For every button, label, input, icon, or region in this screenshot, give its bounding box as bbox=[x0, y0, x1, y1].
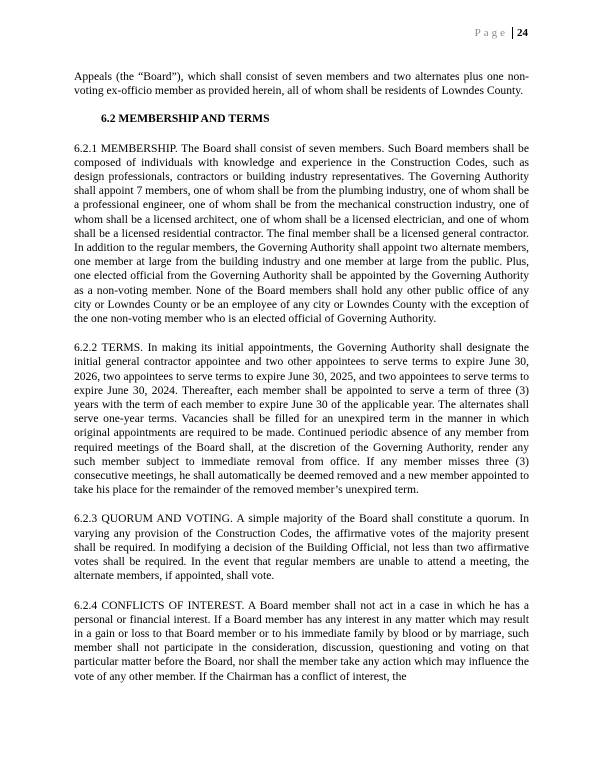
page-label: Page bbox=[474, 27, 508, 39]
paragraph-6-2-1: 6.2.1 MEMBERSHIP. The Board shall consist of seven members. Such Board members shall be composed of individuals with knowledge and experience in the Construction Codes, such as design professionals, contractors or building industry representatives. The Governing Authority shall appoint 7 members, one of whom shall be from the plumbing industry, one of whom shall be a professional engineer, one of whom shall be from the mechanical construction industry, one of whom shall be a licensed architect, one of whom shall be a licensed electrician, and one of whom shall be a licensed residential contractor. The final member shall be a licensed general contractor. In addition to the regular members, the Governing Authority shall appoint two alternate members, one member at large from the building industry and one member at large from the public. Plus, one elected official from the Governing Authority shall be appointed by the Governing Authority as a non-voting member. None of the Board members shall hold any other public office of any city or Lowndes County or be an employee of any city or Lowndes County with the exception of the one non-voting member who is an elected official of Governing Authority. bbox=[74, 141, 529, 326]
paragraph-6-2-3: 6.2.3 QUORUM AND VOTING. A simple majority of the Board shall constitute a quorum. In varying any provision of the Construction Codes, the affirmative votes of the majority present shall be required. In modifying a decision of the Building Official, not less than two affirmative votes shall be required. In the event that regular members are unable to attend a meeting, the alternate members, if appointed, shall vote. bbox=[74, 512, 529, 583]
header-divider bbox=[512, 27, 513, 39]
paragraph-6-2-2: 6.2.2 TERMS. In making its initial appointments, the Governing Authority shall designate the initial general contractor appointee and two other appointees to serve terms to expire June 30, 2026, two appointees to serve terms to expire June 30, 2025, and two appointees to serve terms to expire June 30, 2024. Thereafter, each member shall be appointed to serve a term of three (3) years with the term of each member to expire June 30 of the applicable year. The alternates shall serve one-year terms. Vacancies shall be filled for an unexpired term in the manner in which original appointments are required to be made. Continued periodic absence of any member from required meetings of the Board shall, at the discretion of the Governing Authority, render any such member subject to immediate removal from office. If any member misses three (3) consecutive meetings, he shall automatically be deemed removed and a new member appointed to take his place for the remainder of the removed member’s unexpired term. bbox=[74, 341, 529, 497]
paragraph-6-2-4: 6.2.4 CONFLICTS OF INTEREST. A Board member shall not act in a case in which he has a personal or financial interest. If a Board member has any interest in any matter which may result in a gain or loss to that Board member or to his immediate family by blood or by marriage, such member shall not participate in the consideration, discussion, questioning and voting on that particular matter before the Board, nor shall the member take any action which may influence the vote of any other member. If the Chairman has a conflict of interest, the bbox=[74, 598, 529, 683]
spacer bbox=[74, 326, 529, 341]
intro-paragraph: Appeals (the “Board”), which shall consist of seven members and two alternates plus one non-voting ex-officio member as provided herein, all of whom shall be residents of Lowndes County. bbox=[74, 70, 529, 98]
page-number: 24 bbox=[517, 27, 528, 39]
document-body bbox=[74, 70, 529, 684]
spacer bbox=[74, 497, 529, 512]
spacer bbox=[74, 584, 529, 599]
section-heading: 6.2 MEMBERSHIP AND TERMS bbox=[101, 112, 270, 126]
page-header bbox=[475, 27, 528, 39]
